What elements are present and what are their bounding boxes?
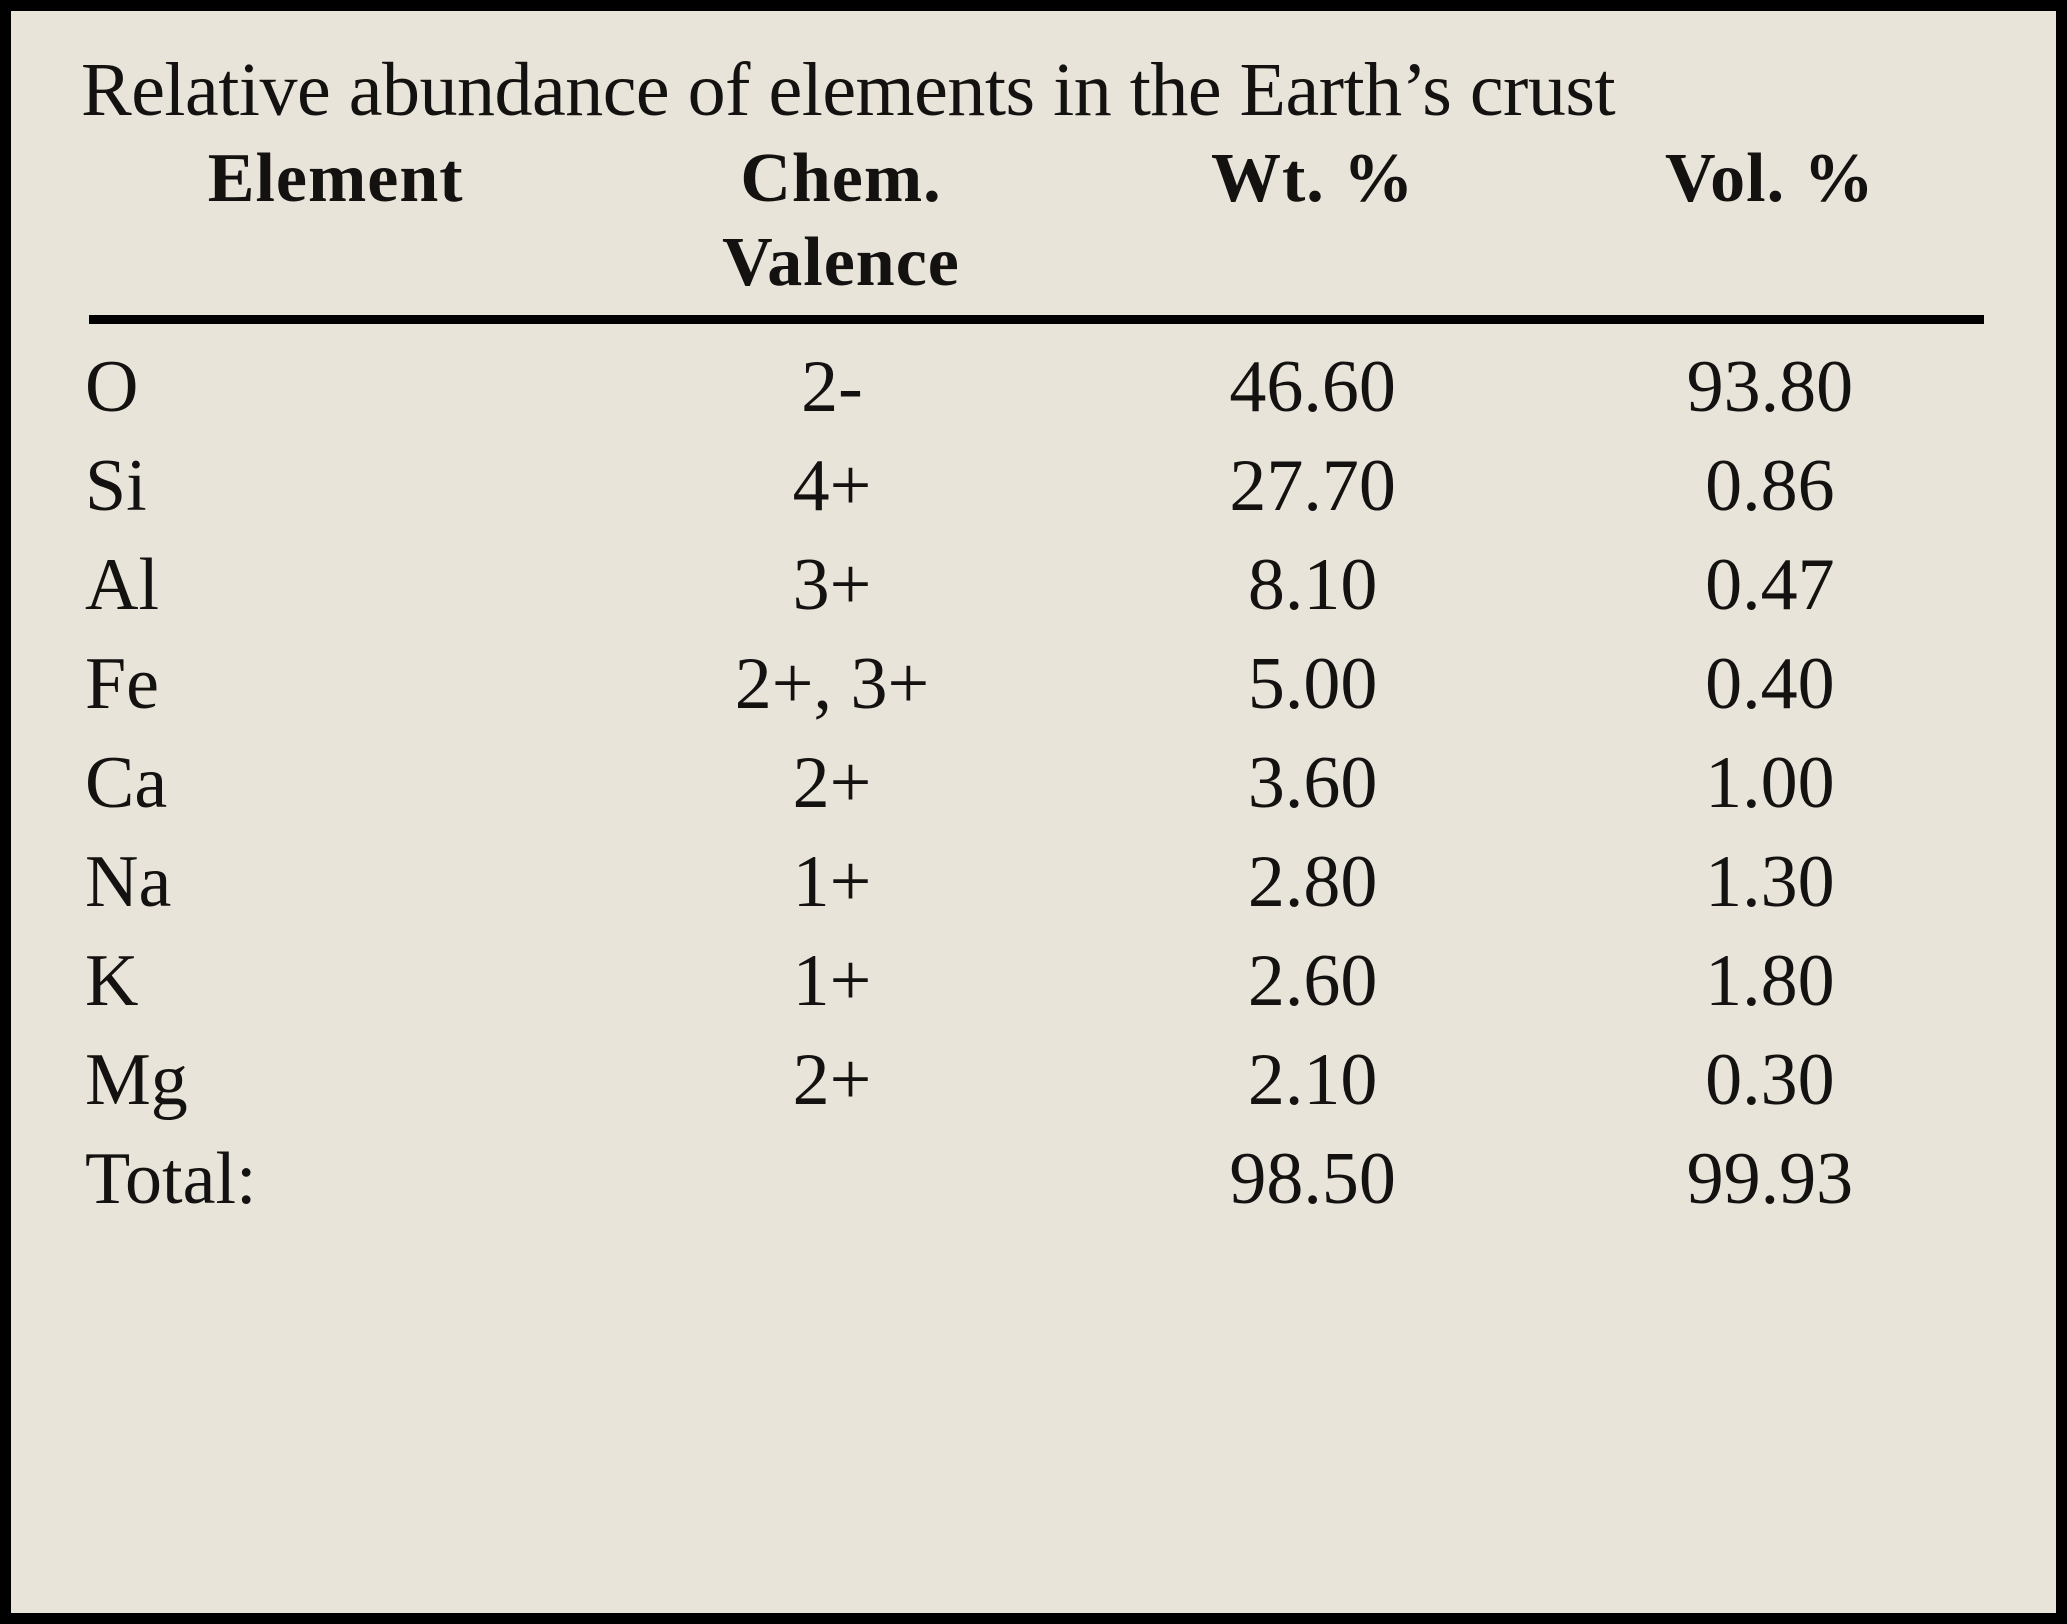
table-total-row <box>71 1130 1996 1229</box>
cell-vol-percent: 1.80 <box>1705 939 1835 1022</box>
table-row <box>71 734 1996 833</box>
table-row <box>71 536 1996 635</box>
cell-total-label: Total: <box>85 1137 257 1220</box>
cell-vol-percent: 93.80 <box>1686 345 1854 428</box>
column-header-vol-percent-line1: Vol. % <box>1665 139 1875 217</box>
cell-valence: 3+ <box>792 543 872 626</box>
cell-vol-percent: 1.00 <box>1705 741 1835 824</box>
cell-element: Si <box>85 444 147 527</box>
cell-element: Al <box>85 543 159 626</box>
header-rule <box>89 315 1984 324</box>
cell-total-vol-percent: 99.93 <box>1686 1137 1854 1220</box>
column-header-element <box>71 139 600 309</box>
cell-valence: 2+ <box>792 741 872 824</box>
cell-total-wt-percent: 98.50 <box>1229 1137 1396 1220</box>
cell-wt-percent: 5.00 <box>1247 642 1378 725</box>
cell-wt-percent: 27.70 <box>1229 444 1396 527</box>
column-header-valence <box>600 139 1081 309</box>
table-body <box>71 331 1996 1229</box>
cell-wt-percent: 8.10 <box>1247 543 1378 626</box>
cell-valence: 2+ <box>792 1038 872 1121</box>
table-header-row <box>71 139 1996 309</box>
column-header-wt-percent <box>1082 139 1544 309</box>
cell-valence: 1+ <box>792 840 872 923</box>
header-rule-row <box>71 309 1996 331</box>
cell-vol-percent: 0.30 <box>1705 1038 1835 1121</box>
cell-vol-percent: 1.30 <box>1705 840 1835 923</box>
cell-element: K <box>85 939 139 1022</box>
cell-element: Mg <box>85 1038 188 1121</box>
cell-wt-percent: 3.60 <box>1247 741 1378 824</box>
table-figure-inner <box>11 11 2056 1613</box>
cell-wt-percent: 2.10 <box>1247 1038 1378 1121</box>
cell-element: O <box>85 345 139 428</box>
cell-element: Ca <box>85 741 168 824</box>
column-header-valence-line2: Valence <box>722 223 960 301</box>
cell-valence: 2- <box>801 345 863 428</box>
table-row <box>71 932 1996 1031</box>
cell-element: Fe <box>85 642 159 725</box>
column-header-element-line1: Element <box>207 139 464 217</box>
cell-valence: 2+, 3+ <box>734 642 930 725</box>
cell-vol-percent: 0.47 <box>1705 543 1835 626</box>
cell-valence: 1+ <box>792 939 872 1022</box>
abundance-table <box>71 139 1996 1229</box>
cell-vol-percent: 0.86 <box>1705 444 1835 527</box>
column-header-wt-percent-line1: Wt. % <box>1210 139 1415 217</box>
table-row <box>71 1031 1996 1130</box>
table-row <box>71 437 1996 536</box>
cell-vol-percent: 0.40 <box>1705 642 1835 725</box>
cell-total-valence <box>600 1130 1081 1229</box>
cell-element: Na <box>85 840 172 923</box>
column-header-vol-percent <box>1544 139 1996 309</box>
cell-valence: 4+ <box>792 444 872 527</box>
table-row <box>71 331 1996 437</box>
cell-wt-percent: 2.60 <box>1247 939 1378 1022</box>
table-row <box>71 635 1996 734</box>
column-header-valence-line1: Chem. <box>740 139 942 217</box>
cell-wt-percent: 46.60 <box>1229 345 1396 428</box>
header-rule-cell <box>71 309 1996 331</box>
table-title: Relative abundance of elements in the Earth’s crust <box>81 48 1616 132</box>
cell-wt-percent: 2.80 <box>1247 840 1378 923</box>
table-row <box>71 833 1996 932</box>
